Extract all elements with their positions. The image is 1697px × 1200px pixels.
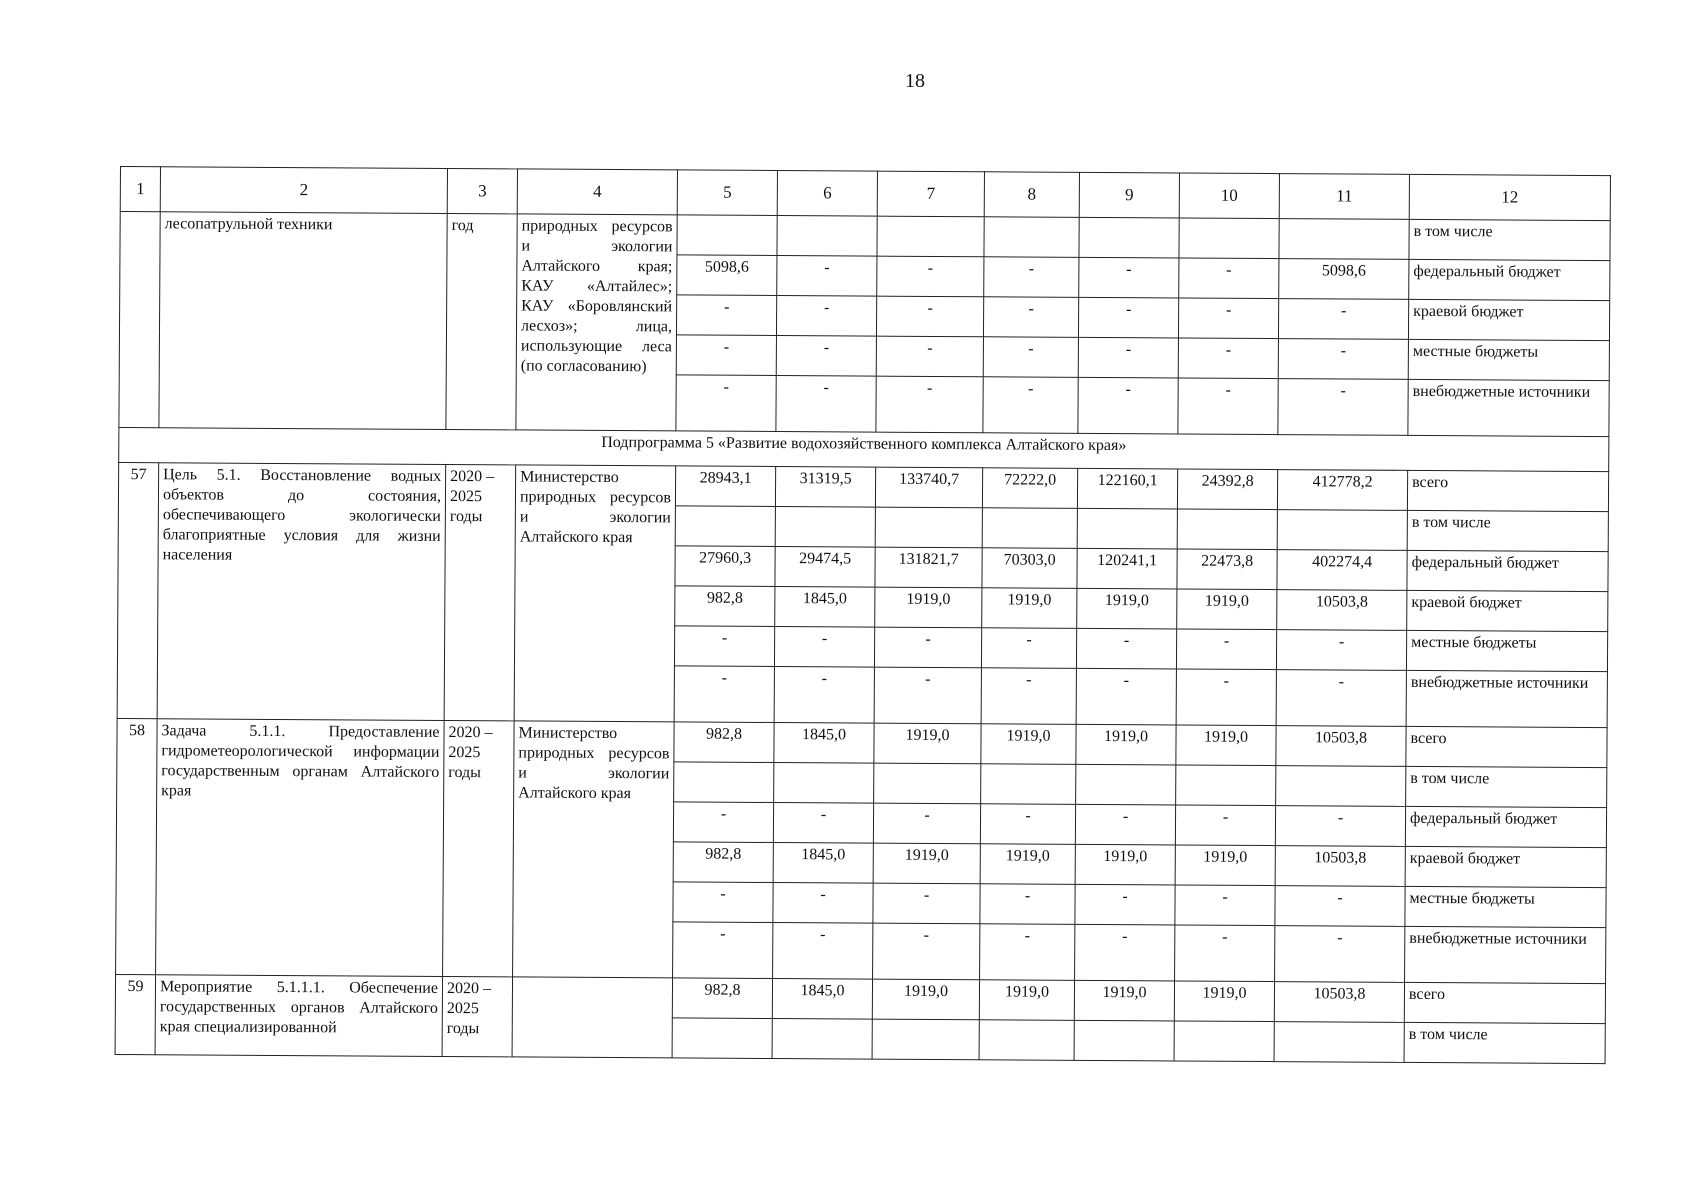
value-cell: - bbox=[1276, 630, 1406, 671]
value-cell: 1919,0 bbox=[1176, 725, 1276, 766]
value-cell bbox=[984, 217, 1079, 258]
value-cell: - bbox=[980, 924, 1075, 981]
value-cell: - bbox=[876, 376, 983, 433]
value-cell: 27960,3 bbox=[675, 546, 775, 587]
value-cell bbox=[1076, 764, 1176, 805]
value-cell bbox=[775, 507, 875, 548]
value-cell: 1845,0 bbox=[774, 723, 874, 764]
value-cell: 1919,0 bbox=[982, 588, 1077, 629]
value-cell: - bbox=[1178, 378, 1278, 435]
value-cell: - bbox=[981, 628, 1076, 669]
funding-source-cell: в том числе bbox=[1404, 1022, 1605, 1063]
value-cell: - bbox=[1078, 297, 1178, 338]
value-cell: 1919,0 bbox=[873, 843, 980, 884]
value-cell: - bbox=[1078, 377, 1178, 434]
value-cell: 120241,1 bbox=[1077, 548, 1177, 589]
value-cell bbox=[772, 1019, 872, 1060]
table-row bbox=[115, 974, 1605, 1023]
value-cell: - bbox=[873, 923, 980, 980]
value-cell: 31319,5 bbox=[775, 467, 875, 508]
header-cell: 12 bbox=[1409, 174, 1610, 220]
value-cell: 1919,0 bbox=[1075, 844, 1175, 885]
funding-source-cell: в том числе bbox=[1406, 766, 1607, 807]
value-cell: - bbox=[774, 667, 874, 724]
table-body bbox=[115, 212, 1610, 1064]
value-cell: - bbox=[1179, 258, 1279, 299]
item-name-cell: Задача 5.1.1. Предоставление гидрометеорологической информации государственным органам Алтайского края bbox=[156, 719, 445, 977]
value-cell bbox=[982, 508, 1077, 549]
funding-source-cell: федеральный бюджет bbox=[1407, 550, 1608, 591]
value-cell bbox=[1174, 1021, 1274, 1062]
value-cell: - bbox=[1175, 925, 1275, 982]
value-cell: 24392,8 bbox=[1177, 469, 1277, 510]
value-cell: - bbox=[773, 923, 873, 980]
header-cell: 11 bbox=[1279, 174, 1409, 220]
table-row bbox=[118, 462, 1608, 511]
item-name-cell: Цель 5.1. Восстановление водных объектов до состояния, обеспечивающего экологически благоприятные условия для жизни населения bbox=[157, 463, 446, 721]
header-cell: 9 bbox=[1079, 172, 1179, 218]
header-cell: 7 bbox=[877, 171, 984, 217]
value-cell: - bbox=[1275, 806, 1405, 847]
value-cell: - bbox=[776, 296, 876, 337]
budget-table bbox=[115, 166, 1611, 1064]
header-cell: 10 bbox=[1179, 173, 1279, 219]
value-cell: 982,8 bbox=[673, 842, 773, 883]
executor-cell: Министерство природных ресурсов и экологии Алтайского края bbox=[514, 465, 676, 722]
value-cell: - bbox=[1175, 885, 1275, 926]
value-cell: - bbox=[873, 803, 980, 844]
value-cell: - bbox=[773, 803, 873, 844]
value-cell: 1919,0 bbox=[1174, 981, 1274, 1022]
funding-source-cell: в том числе bbox=[1407, 510, 1608, 551]
value-cell bbox=[1176, 765, 1276, 806]
funding-source-cell: внебюджетные источники bbox=[1408, 379, 1609, 436]
header-cell: 4 bbox=[517, 169, 677, 215]
value-cell: 982,8 bbox=[675, 586, 775, 627]
value-cell: 10503,8 bbox=[1274, 982, 1404, 1023]
header-cell: 5 bbox=[677, 170, 777, 216]
row-number-cell: 59 bbox=[115, 974, 155, 1054]
value-cell bbox=[877, 216, 984, 257]
value-cell: - bbox=[981, 668, 1076, 725]
value-cell: - bbox=[1076, 628, 1176, 669]
value-cell: - bbox=[980, 804, 1075, 845]
value-cell: 1919,0 bbox=[979, 980, 1074, 1021]
value-cell: 1919,0 bbox=[980, 844, 1075, 885]
value-cell bbox=[777, 216, 877, 257]
value-cell bbox=[875, 507, 982, 548]
value-cell bbox=[1179, 218, 1279, 259]
value-cell bbox=[1279, 219, 1409, 260]
value-cell: 72222,0 bbox=[982, 468, 1077, 509]
funding-source-cell: в том числе bbox=[1409, 219, 1610, 260]
value-cell bbox=[1077, 508, 1177, 549]
value-cell: - bbox=[1278, 379, 1408, 436]
value-cell: - bbox=[1175, 805, 1275, 846]
value-cell: 28943,1 bbox=[675, 466, 775, 507]
value-cell: 1919,0 bbox=[981, 724, 1076, 765]
value-cell: 982,8 bbox=[672, 978, 772, 1019]
value-cell: - bbox=[673, 922, 773, 979]
period-cell: 2020 – 2025 годы bbox=[443, 720, 515, 976]
item-name-cell: лесопатрульной техники bbox=[159, 212, 447, 430]
funding-source-cell: краевой бюджет bbox=[1405, 846, 1606, 887]
value-cell: 1919,0 bbox=[1175, 845, 1275, 886]
value-cell: 22473,8 bbox=[1177, 549, 1277, 590]
value-cell bbox=[981, 764, 1076, 805]
value-cell: - bbox=[1078, 337, 1178, 378]
value-cell: 982,8 bbox=[674, 722, 774, 763]
header-cell: 3 bbox=[447, 169, 517, 214]
funding-source-cell: местные бюджеты bbox=[1406, 630, 1607, 671]
value-cell: - bbox=[673, 882, 773, 923]
value-cell: 10503,8 bbox=[1277, 590, 1407, 631]
value-cell: 29474,5 bbox=[775, 547, 875, 588]
value-cell: - bbox=[676, 375, 776, 432]
value-cell: 1919,0 bbox=[872, 979, 979, 1020]
value-cell: - bbox=[776, 336, 876, 377]
period-cell: год bbox=[446, 213, 517, 429]
funding-source-cell: краевой бюджет bbox=[1407, 590, 1608, 631]
value-cell: 10503,8 bbox=[1276, 726, 1406, 767]
value-cell bbox=[979, 1020, 1074, 1061]
funding-source-cell: местные бюджеты bbox=[1408, 339, 1609, 380]
value-cell: 1845,0 bbox=[772, 979, 872, 1020]
value-cell: 10503,8 bbox=[1275, 846, 1405, 887]
value-cell: - bbox=[773, 883, 873, 924]
value-cell: 133740,7 bbox=[875, 467, 982, 508]
value-cell: - bbox=[1275, 886, 1405, 927]
value-cell bbox=[872, 1019, 979, 1060]
subprogram-title: Подпрограмма 5 «Развитие водохозяйственного комплекса Алтайского края» bbox=[119, 427, 1609, 471]
value-cell: - bbox=[1275, 926, 1405, 983]
value-cell: - bbox=[874, 627, 981, 668]
value-cell: - bbox=[1276, 670, 1406, 727]
value-cell: - bbox=[1075, 884, 1175, 925]
page-number: 18 bbox=[905, 70, 925, 92]
value-cell: - bbox=[674, 666, 774, 723]
value-cell: - bbox=[1178, 338, 1278, 379]
value-cell: 1919,0 bbox=[875, 587, 982, 628]
value-cell: - bbox=[1075, 804, 1175, 845]
value-cell: 412778,2 bbox=[1277, 470, 1407, 511]
funding-source-cell: краевой бюджет bbox=[1408, 299, 1609, 340]
value-cell: 131821,7 bbox=[875, 547, 982, 588]
value-cell: - bbox=[1176, 669, 1276, 726]
value-cell: 1919,0 bbox=[1074, 980, 1174, 1021]
value-cell: 402274,4 bbox=[1277, 550, 1407, 591]
value-cell: - bbox=[777, 256, 877, 297]
value-cell: - bbox=[1079, 257, 1179, 298]
executor-cell bbox=[512, 977, 672, 1058]
value-cell: - bbox=[1278, 339, 1408, 380]
funding-source-cell: федеральный бюджет bbox=[1405, 806, 1606, 847]
value-cell: - bbox=[776, 376, 876, 433]
value-cell: - bbox=[673, 802, 773, 843]
value-cell: 1919,0 bbox=[1077, 588, 1177, 629]
value-cell bbox=[672, 1018, 772, 1059]
value-cell: - bbox=[774, 627, 874, 668]
period-cell: 2020 – 2025 годы bbox=[444, 464, 516, 720]
table-row bbox=[120, 212, 1610, 261]
table-row bbox=[117, 718, 1607, 767]
row-number-cell bbox=[119, 212, 160, 428]
funding-source-cell: местные бюджеты bbox=[1405, 886, 1606, 927]
value-cell: - bbox=[676, 295, 776, 336]
value-cell: 5098,6 bbox=[1279, 259, 1409, 300]
header-cell: 8 bbox=[984, 172, 1079, 218]
value-cell: 122160,1 bbox=[1077, 468, 1177, 509]
value-cell: - bbox=[983, 297, 1078, 338]
value-cell bbox=[677, 215, 777, 256]
executor-cell: природных ресурсов и экологии Алтайского края; КАУ «Алтайлес»; КАУ «Боровлянский лесхоз»; лица, использующие леса (по согласованию) bbox=[516, 214, 677, 431]
funding-source-cell: внебюджетные источники bbox=[1405, 926, 1606, 983]
value-cell: - bbox=[1076, 668, 1176, 725]
value-cell: - bbox=[674, 626, 774, 667]
value-cell: 1845,0 bbox=[773, 843, 873, 884]
value-cell: 1919,0 bbox=[874, 723, 981, 764]
value-cell: - bbox=[983, 337, 1078, 378]
value-cell: - bbox=[876, 336, 983, 377]
value-cell bbox=[774, 763, 874, 804]
value-cell: - bbox=[980, 884, 1075, 925]
value-cell: 70303,0 bbox=[982, 548, 1077, 589]
value-cell bbox=[1274, 1022, 1404, 1063]
value-cell bbox=[1074, 1020, 1174, 1061]
funding-source-cell: всего bbox=[1407, 470, 1608, 511]
period-cell: 2020 – 2025 годы bbox=[442, 976, 512, 1056]
funding-source-cell: федеральный бюджет bbox=[1409, 259, 1610, 300]
value-cell: - bbox=[676, 335, 776, 376]
value-cell: - bbox=[874, 667, 981, 724]
row-number-cell: 57 bbox=[117, 462, 159, 718]
value-cell bbox=[674, 762, 774, 803]
value-cell bbox=[874, 763, 981, 804]
value-cell bbox=[675, 506, 775, 547]
value-cell: - bbox=[1176, 629, 1276, 670]
value-cell bbox=[1177, 509, 1277, 550]
value-cell: 5098,6 bbox=[677, 255, 777, 296]
value-cell bbox=[1277, 510, 1407, 551]
header-cell: 2 bbox=[160, 167, 447, 214]
row-number-cell: 58 bbox=[116, 718, 158, 974]
value-cell: - bbox=[877, 256, 984, 297]
header-cell: 1 bbox=[120, 167, 160, 212]
value-cell: - bbox=[1278, 299, 1408, 340]
value-cell: 1845,0 bbox=[775, 587, 875, 628]
funding-source-cell: внебюджетные источники bbox=[1406, 670, 1607, 727]
value-cell: - bbox=[876, 296, 983, 337]
header-cell: 6 bbox=[777, 171, 877, 217]
item-name-cell: Мероприятие 5.1.1.1. Обеспечение государственных органов Алтайского края специализированной bbox=[155, 975, 442, 1057]
value-cell: 1919,0 bbox=[1076, 724, 1176, 765]
value-cell bbox=[1079, 217, 1179, 258]
value-cell: 1919,0 bbox=[1177, 589, 1277, 630]
value-cell: - bbox=[983, 377, 1078, 434]
value-cell: - bbox=[984, 257, 1079, 298]
value-cell: - bbox=[873, 883, 980, 924]
value-cell: - bbox=[1178, 298, 1278, 339]
funding-source-cell: всего bbox=[1406, 726, 1607, 767]
value-cell: - bbox=[1075, 924, 1175, 981]
funding-source-cell: всего bbox=[1404, 982, 1605, 1023]
value-cell bbox=[1276, 766, 1406, 807]
executor-cell: Министерство природных ресурсов и экологии Алтайского края bbox=[513, 721, 675, 978]
